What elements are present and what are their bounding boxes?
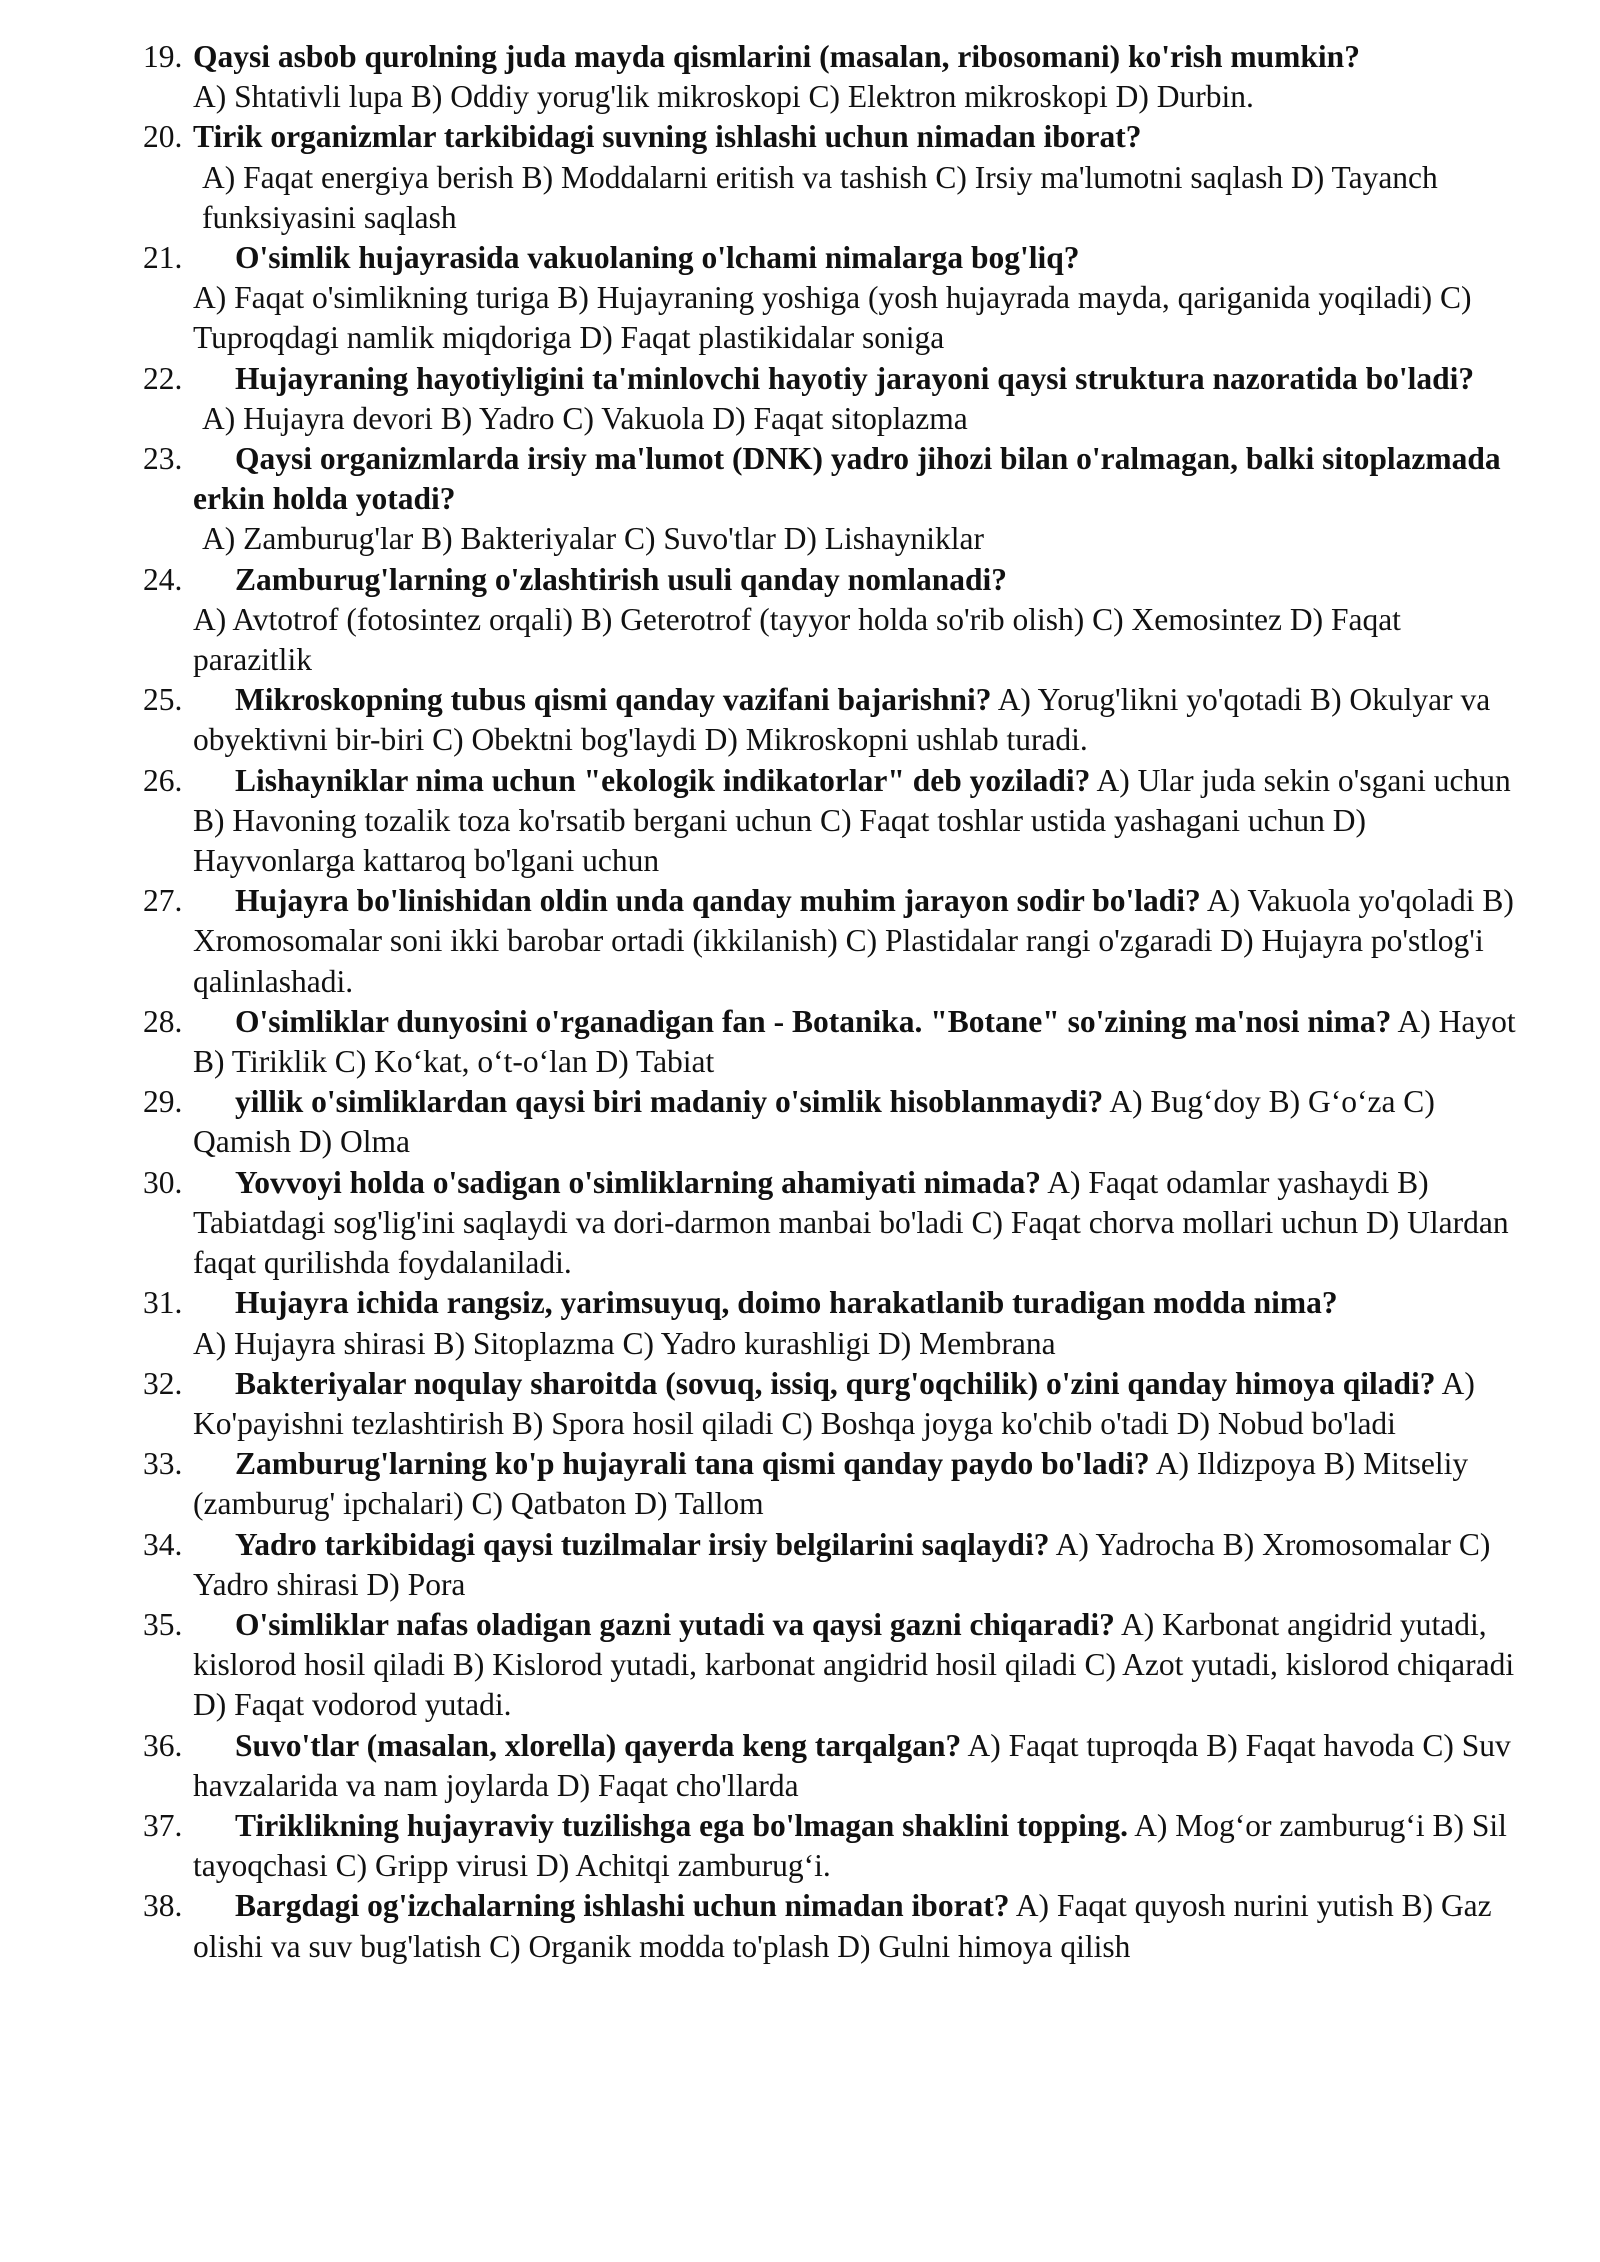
question-text: Hujayra ichida rangsiz, yarimsuyuq, doimo harakatlanib turadigan modda nima? [235, 1285, 1338, 1321]
question-text: Tiriklikning hujayraviy tuzilishga ega bo'lmagan shaklini topping. [235, 1807, 1129, 1843]
question-item [0, 238, 1600, 359]
question-number: 36. [143, 1727, 183, 1763]
answer-options: A) Shtativli lupa B) Oddiy yorug'lik mikroskopi C) Elektron mikroskopi D) Durbin. [193, 79, 1254, 115]
question-item [0, 1444, 1600, 1524]
question-text: O'simlik hujayrasida vakuolaning o'lchami nimalarga bog'liq? [235, 240, 1080, 276]
answer-options: A) Karbonat angidrid yutadi, kislorod hosil qiladi B) Kislorod yutadi, karbonat angidrid hosil qiladi C) Azot yutadi, kislorod chiqaradi D) Faqat vodorod yutadi. [193, 1606, 1515, 1723]
question-item [0, 1283, 1600, 1363]
question-number: 23. [143, 441, 183, 477]
question-number: 21. [143, 240, 183, 276]
question-number: 34. [143, 1526, 183, 1562]
question-number: 19. [143, 39, 183, 74]
question-item [0, 761, 1600, 882]
question-number: 20. [143, 119, 183, 155]
answer-options: A) Bug‘doy B) G‘o‘za C) Qamish D) Olma [193, 1084, 1435, 1160]
question-number: 28. [143, 1003, 183, 1039]
answer-options: A) Hujayra shirasi B) Sitoplazma C) Yadro kurashligi D) Membrana [193, 1325, 1056, 1361]
answer-options: A) Zamburug'lar B) Bakteriyalar C) Suvo'tlar D) Lishayniklar [202, 521, 985, 557]
answer-options: A) Hujayra devori B) Yadro C) Vakuola D) Faqat sitoplazma [202, 400, 968, 436]
question-item [0, 117, 1600, 238]
answer-options: A) Mog‘or zamburug‘i B) Sil tayoqchasi C) Gripp virusi D) Achitqi zamburug‘i. [193, 1807, 1507, 1884]
question-number: 29. [143, 1084, 183, 1120]
question-item [0, 1886, 1600, 1966]
answer-options: A) Yadrocha B) Xromosomalar C) Yadro shirasi D) Pora [193, 1526, 1491, 1602]
question-number: 25. [143, 682, 183, 718]
question-number: 30. [143, 1164, 183, 1200]
question-text: Zamburug'larning o'zlashtirish usuli qanday nomlanadi? [235, 561, 1007, 597]
answer-options: A) Faqat tuproqda B) Faqat havoda C) Suv havzalarida va nam joylarda D) Faqat cho'llarda [193, 1727, 1511, 1803]
question-number: 35. [143, 1606, 183, 1642]
question-text: O'simliklar nafas oladigan gazni yutadi va qaysi gazni chiqaradi? [235, 1606, 1115, 1642]
question-text: Zamburug'larning ko'p hujayrali tana qismi qanday paydo bo'ladi? [235, 1446, 1150, 1482]
answer-options: A) Hayot B) Tiriklik C) Ko‘kat, o‘t-o‘lan D) Tabiat [193, 1003, 1516, 1080]
question-item [0, 439, 1600, 560]
question-item [0, 1605, 1600, 1726]
question-number: 22. [143, 360, 183, 396]
answer-options: A) Avtotrof (fotosintez orqali) B) Geterotrof (tayyor holda so'rib olish) C) Xemosintez D) Faqat parazitlik [193, 601, 1401, 678]
question-text: Bakteriyalar noqulay sharoitda (sovuq, issiq, qurg'oqchilik) o'zini qanday himoya qiladi? [235, 1365, 1436, 1401]
question-item [0, 37, 1600, 117]
question-text: Qaysi organizmlarda irsiy ma'lumot (DNK) yadro jihozi bilan o'ralmagan, balki sitoplazmada erkin holda yotadi? [193, 441, 1501, 517]
question-item [0, 1806, 1600, 1886]
answer-options: A) Ular juda sekin o'sgani uchun B) Havoning tozalik toza ko'rsatib bergani uchun C) Faqat toshlar ustida yashagani uchun D) Hayvonlarga kattaroq bo'lgani uchun [193, 762, 1511, 879]
answer-options: A) Faqat energiya berish B) Moddalarni eritish va tashish C) Irsiy ma'lumotni saqlash D) Tayanch funksiyasini saqlash [202, 159, 1438, 235]
question-number: 38. [143, 1888, 183, 1924]
question-text: Hujayraning hayotiyligini ta'minlovchi hayotiy jarayoni qaysi struktura nazoratida bo'ladi? [235, 360, 1475, 396]
question-number: 32. [143, 1365, 183, 1401]
question-text: yillik o'simliklardan qaysi biri madaniy o'simlik hisoblanmaydi? [235, 1084, 1104, 1120]
answer-options: A) Vakuola yo'qoladi B) Xromosomalar soni ikki barobar ortadi (ikkilanish) C) Plastidalar rangi o'zgaradi D) Hujayra po'stlog'i qalinlashadi. [193, 883, 1514, 999]
question-number: 33. [143, 1446, 183, 1482]
answer-options: A) Faqat o'simlikning turiga B) Hujayraning yoshiga (yosh hujayrada mayda, qariganida yoqiladi) C) Tuproqdagi namlik miqdoriga D) Faqat plastikidalar soniga [193, 280, 1472, 356]
answer-options: A) Faqat quyosh nurini yutish B) Gaz olishi va suv bug'latish C) Organik modda to'plash D) Gulni himoya qilish [193, 1888, 1492, 1964]
question-text: Lishayniklar nima uchun "ekologik indikatorlar" deb yoziladi? [235, 762, 1091, 798]
question-text: Bargdagi og'izchalarning ishlashi uchun nimadan iborat? [235, 1888, 1010, 1924]
question-item [0, 1726, 1600, 1806]
question-number: 24. [143, 561, 183, 597]
answer-options: A) Yorug'likni yo'qotadi B) Okulyar va obyektivni bir-biri C) Obektni bog'laydi D) Mikroskopni ushlab turadi. [193, 682, 1491, 758]
question-list [0, 37, 1600, 1967]
question-text: Yadro tarkibidagi qaysi tuzilmalar irsiy belgilarini saqlaydi? [235, 1526, 1050, 1562]
question-number: 27. [143, 883, 183, 919]
question-number: 26. [143, 762, 183, 798]
question-item [0, 1002, 1600, 1082]
question-item [0, 680, 1600, 760]
question-text: Mikroskopning tubus qismi qanday vazifani bajarishni? [235, 682, 992, 718]
question-number: 31. [143, 1285, 183, 1321]
question-item [0, 881, 1600, 1002]
question-text: Tirik organizmlar tarkibidagi suvning ishlashi uchun nimadan iborat? [193, 119, 1142, 155]
question-item [0, 1525, 1600, 1605]
question-text: Suvo'tlar (masalan, xlorella) qayerda keng tarqalgan? [235, 1727, 962, 1763]
question-item [0, 1082, 1600, 1162]
answer-options: A) Faqat odamlar yashaydi B) Tabiatdagi sog'lig'ini saqlaydi va dori-darmon manbai bo'ladi C) Faqat chorva mollari uchun D) Ulardan faqat qurilishda foydalaniladi. [193, 1164, 1509, 1281]
question-text: Hujayra bo'linishidan oldin unda qanday muhim jarayon sodir bo'ladi? [235, 883, 1201, 919]
question-text: Yovvoyi holda o'sadigan o'simliklarning ahamiyati nimada? [235, 1164, 1042, 1200]
question-item [0, 359, 1600, 439]
answer-options: A) Ildizpoya B) Mitseliy (zamburug' ipchalari) C) Qatbaton D) Tallom [193, 1446, 1469, 1522]
question-item [0, 560, 1600, 681]
question-item [0, 1163, 1600, 1284]
question-text: O'simliklar dunyosini o'rganadigan fan - Botanika. "Botane" so'zining ma'nosi nima? [235, 1003, 1392, 1039]
answer-options: A) Ko'payishni tezlashtirish B) Spora hosil qiladi C) Boshqa joyga ko'chib o'tadi D) Nobud bo'ladi [193, 1365, 1475, 1441]
question-item [0, 1364, 1600, 1444]
question-number: 37. [143, 1807, 183, 1843]
question-text: Qaysi asbob qurolning juda mayda qismlarini (masalan, ribosomani) ko'rish mumkin? [193, 39, 1360, 74]
